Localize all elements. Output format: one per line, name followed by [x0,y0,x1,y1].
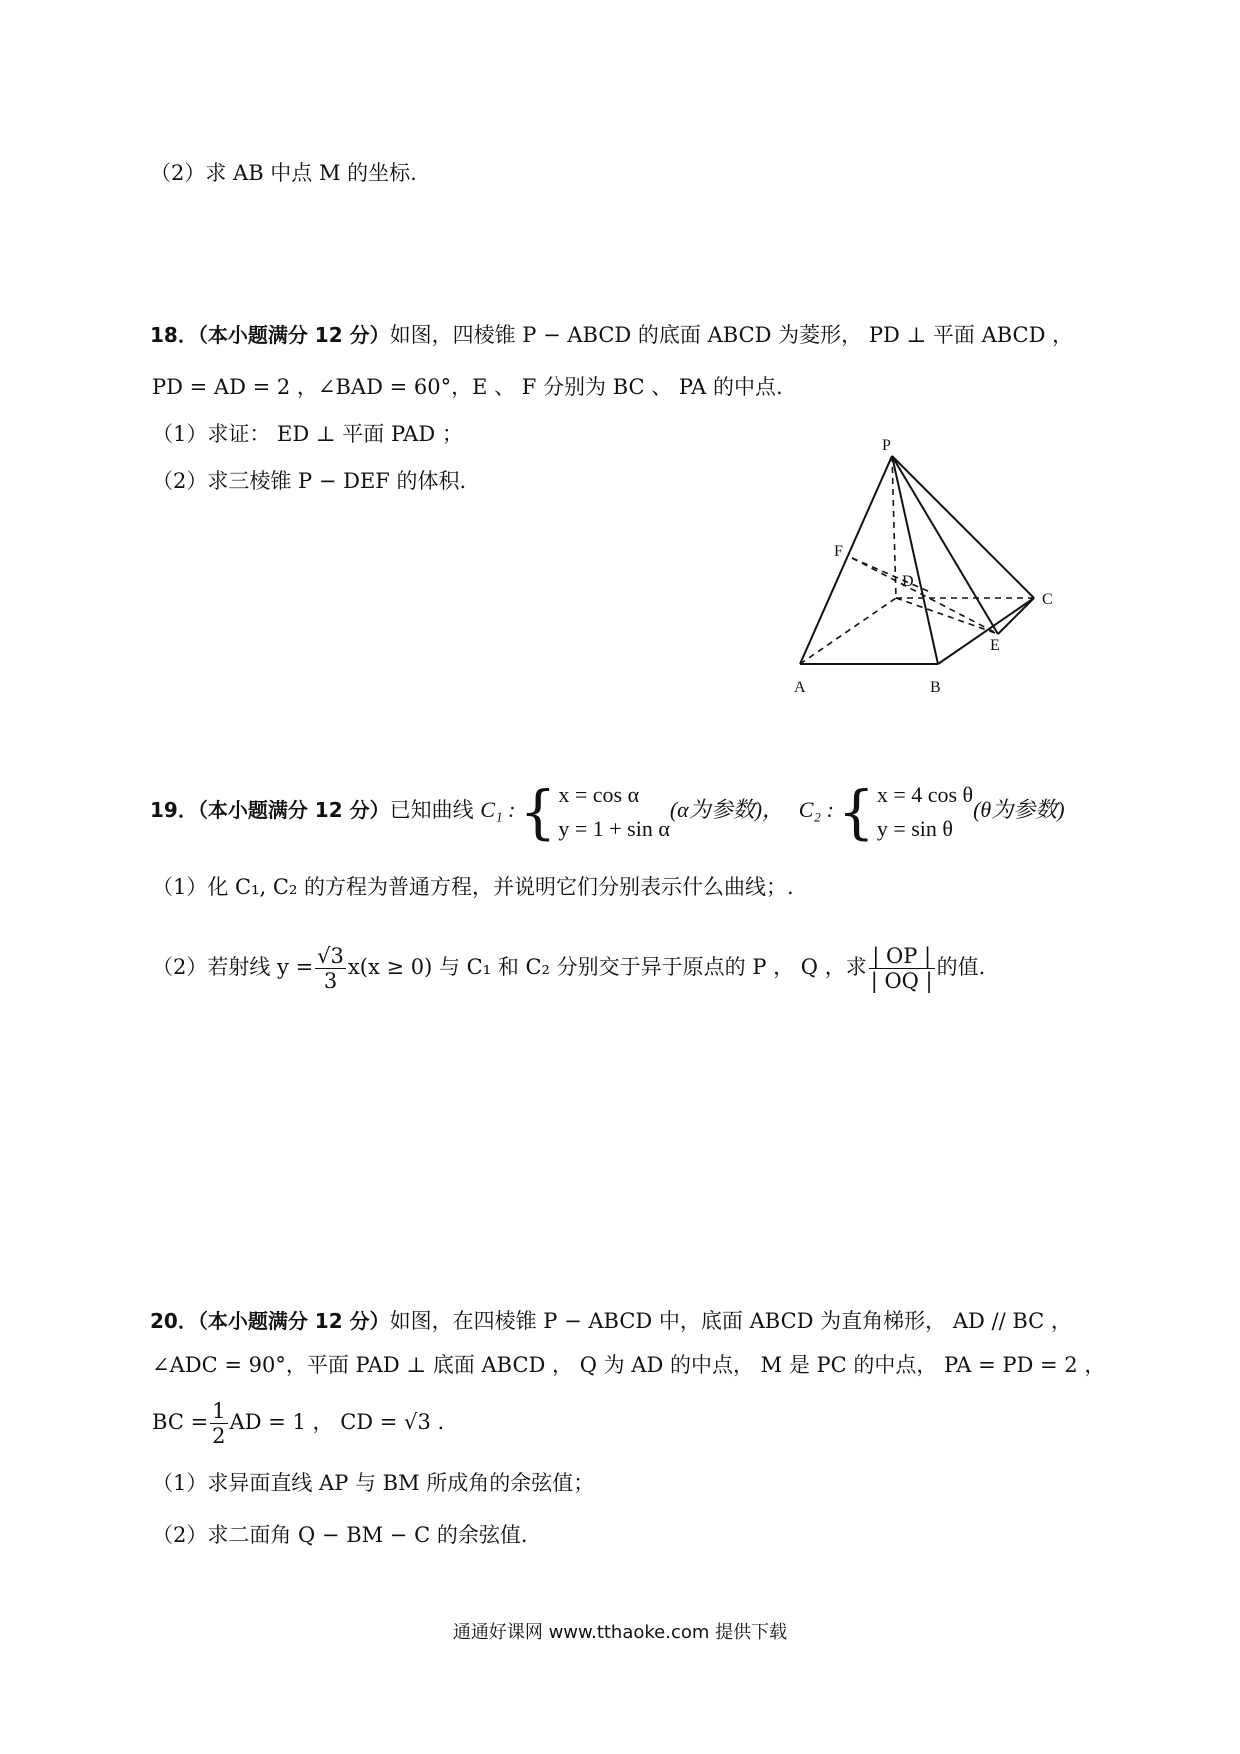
q20-part1: （1）求异面直线 AP 与 BM 所成角的余弦值； [152,1471,595,1495]
q19-part2 [152,935,985,999]
q19-part2-b: x(x ≥ 0) 与 C₁ 和 C₂ 分别交于异于原点的 P ， Q ，求 [347,955,867,979]
label-C: C [1042,591,1053,608]
q19-c1-name: C₁ : [480,797,516,822]
brace-c2: { [837,777,875,846]
label-P: P [882,437,891,454]
q20-stem1: 如图，在四棱锥 P − ABCD 中，底面 ABCD 为直角梯形， AD // BC ， [389,1309,1072,1333]
brace-c1: { [519,777,557,846]
label-E: E [990,637,1000,654]
q19-c2-param: (θ为参数) [973,797,1065,822]
q19-intro: 已知曲线 [389,798,474,822]
label-B: B [930,679,941,696]
q20-stem3-a: BC = [152,1410,209,1434]
q20-part2: （2）求二面角 Q − BM − C 的余弦值. [152,1523,528,1547]
q19-ratio-fraction: $\frac{| OP |}{| OQ |}$ [870,944,933,993]
q20-stem3 [152,1390,444,1454]
q19-part2-c: 的值. [936,955,986,979]
q18-line1 [150,320,1073,350]
q19-line1 [150,770,1065,850]
q20-stem2: ∠ADC = 90°，平面 PAD ⊥ 底面 ABCD ， Q 为 AD 的中点， M 是 PC 的中点， PA = PD = 2 ， [152,1353,1106,1377]
q18-part2: （2）求三棱锥 P − DEF 的体积. [152,469,467,493]
q19-c1-system: x = cos α y = 1 + sin α [558,781,670,841]
q17-part2: （2）求 AB 中点 M 的坐标. [150,161,417,185]
footer-source: 通通好课网 www.tthaoke.com 提供下载 [452,1622,788,1643]
label-A: A [794,679,806,696]
q19-header: 19．（本小题满分 12 分） [150,798,390,822]
pyramid-figure [790,430,1070,700]
q19-part2-fraction: $\frac{√3}{3}$ [317,944,344,993]
q19-c2-system: x = 4 cos θ y = sin θ [876,781,974,841]
q20-stem3-b: AD = 1 ， CD = √3 . [229,1410,445,1434]
q19-part1: （1）化 C₁, C₂ 的方程为普通方程，并说明它们分别表示什么曲线；. [152,875,794,899]
q19-c1-param: (α为参数)， [669,797,785,822]
q18-header: 18．（本小题满分 12 分） [150,323,390,347]
label-D: D [902,573,914,590]
q18-stem1: 如图，四棱锥 P − ABCD 的底面 ABCD 为菱形， PD ⊥ 平面 ABCD ， [389,323,1074,347]
q19-c2-name: C₂ : [798,797,834,822]
q18-stem2: PD = AD = 2 ，∠BAD = 60°，E 、 F 分别为 BC 、 PA 的中点. [152,375,783,399]
q18-part1: （1）求证： ED ⊥ 平面 PAD ； [152,422,463,446]
q19-part2-a: （2）若射线 y = [152,955,314,979]
label-F: F [834,543,843,560]
q20-header: 20．（本小题满分 12 分） [150,1309,390,1333]
q20-half-fraction: $\frac{1}{2}$ [212,1399,226,1448]
q20-line1 [150,1306,1072,1336]
